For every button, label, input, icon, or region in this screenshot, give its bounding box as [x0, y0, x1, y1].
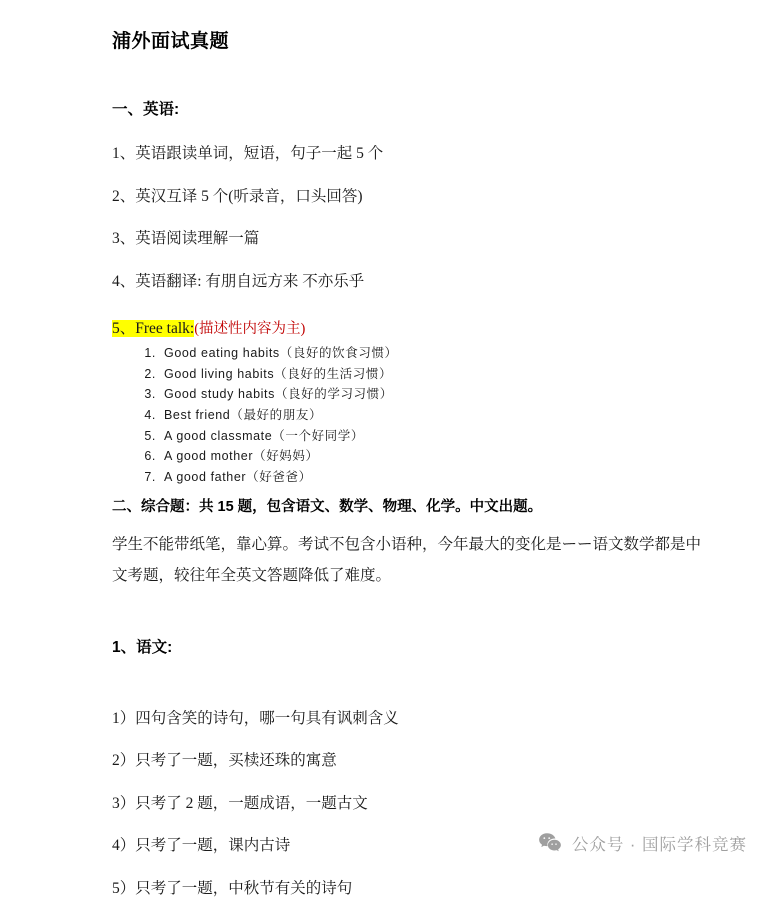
- wechat-icon: [537, 830, 563, 856]
- section-heading-english: 一、英语:: [112, 101, 180, 118]
- chinese-question-4: 4）只考了一题，课内古诗: [112, 837, 291, 855]
- english-question-4: 4、英语翻译: 有朋自远方来 不亦乐乎: [112, 272, 365, 290]
- english-question-3: 3、英语阅读理解一篇: [112, 230, 260, 247]
- list-item-label: Good living habits（良好的生活习惯）: [164, 366, 393, 381]
- list-item-number: 5.: [144, 428, 156, 443]
- chinese-question-5: 5）只考了一题，中秋节有关的诗句: [112, 879, 353, 897]
- list-item: [134, 429, 717, 445]
- list-item-number: 4.: [144, 407, 156, 422]
- page-title: 浦外面试真题: [112, 31, 230, 52]
- list-item-number: 7.: [144, 469, 156, 484]
- comprehensive-paragraph: 学生不能带纸笔，靠心算。考试不包含小语种，今年最大的变化是ーー语文数学都是中文考题，较往年全英文答题降低了难度。: [112, 536, 702, 584]
- list-item-number: 2.: [144, 366, 156, 381]
- chinese-question-2: 2）只考了一题，买椟还珠的寓意: [112, 752, 337, 770]
- list-item-label: Good eating habits（良好的饮食习惯）: [164, 346, 398, 360]
- list-item-label: Best friend（最好的朋友）: [164, 407, 323, 422]
- list-item-number: 3.: [144, 387, 156, 402]
- freetalk-list: [112, 346, 717, 485]
- list-item: [134, 408, 717, 424]
- freetalk-label: 5、Free talk:: [112, 320, 195, 337]
- chinese-question-3: 3）只考了 2 题，一题成语，一题古文: [112, 794, 368, 812]
- list-item: [134, 346, 717, 362]
- freetalk-note: (描述性内容为主): [194, 321, 306, 337]
- section-heading-comprehensive: 二、综合题：共 15 题，包含语文、数学、物理、化学。中文出题。: [112, 499, 543, 516]
- list-item-label: A good classmate（一个好同学）: [164, 428, 364, 443]
- list-item-number: 6.: [144, 449, 156, 464]
- section-heading-chinese: 1、语文:: [112, 638, 173, 656]
- list-item-label: A good mother（好妈妈）: [164, 449, 319, 464]
- list-item-number: 1.: [144, 346, 156, 360]
- list-item-label: Good study habits（良好的学习习惯）: [164, 387, 393, 402]
- english-question-5-freetalk: [112, 316, 717, 338]
- list-item: [134, 449, 717, 465]
- list-item: [134, 470, 717, 486]
- list-item-label: A good father（好爸爸）: [164, 469, 312, 484]
- watermark-text: 公众号 · 国际学科竞赛: [571, 836, 747, 854]
- chinese-question-1: 1）四句含笑的诗句，哪一句具有讽刺含义: [112, 709, 399, 727]
- list-item: [134, 367, 717, 383]
- list-item: [134, 387, 717, 403]
- watermark: [537, 830, 747, 856]
- english-question-1: 1、英语跟读单词，短语，句子一起 5 个: [112, 145, 384, 162]
- english-question-2: 2、英汉互译 5 个(听录音，口头回答): [112, 187, 363, 205]
